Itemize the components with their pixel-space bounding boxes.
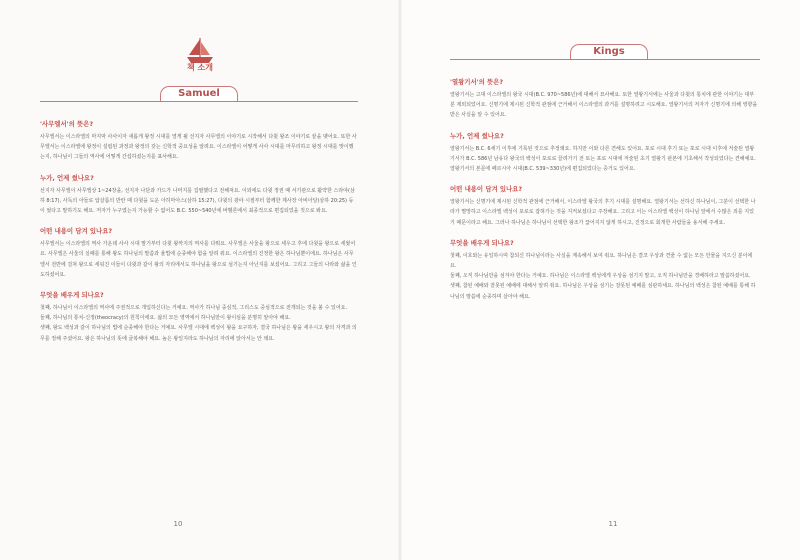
paragraph: 둘째, 오직 하나님만을 섬겨야 한다는 거예요. 하나님은 이스라엘 백성에게 우상을 섬기지 말고, 오직 하나님만을 경배하라고 말씀하셨어요. [450, 273, 751, 280]
section-heading: 어떤 내용이 담겨 있나요? [450, 185, 523, 194]
section-heading: '열왕기서'의 뜻은? [450, 78, 504, 86]
paragraph: 셋째, 왕도 백성과 같이 하나님의 법에 순종해야 한다는 거예요. 사무엘 시대에 백성이 왕을 요구하자, 결국 하나님은 왕을 세우시고 왕의 자격과 의무를 정해 주셨어요. 왕은 하나님의 뜻에 굴복해야 해요. 높은 왕일지라도 하나님의 자리에 앉아서는 안 돼요. [40, 325, 357, 342]
section-author [450, 132, 758, 175]
paragraph: 둘째, 하나님의 통치-신정(theocracy)의 원칙이에요. 삶의 모든 영역에서 하나님만이 왕이심을 분명히 알아야 해요. [40, 315, 291, 322]
paragraph: 첫째, 하나님이 이스라엘의 역사에 주권적으로 개입하신다는 거예요. 역사가 하나님 중심적, 그리스도 중심적으로 전개되는 것을 볼 수 있어요. [40, 305, 348, 312]
paragraph: 열왕기서는 신명기에 제시된 신학적 관점에 근거해서, 이스라엘 왕국의 후기 시대를 설명해요. 열왕기서는 선하신 하나님이, 그분이 선택한 나라가 멸망하고 이스라엘 백성이 포로로 잡혀가는 것을 지켜보셨다고 주장해요. 그리고 이는 이스라엘 백성이 하나님 앞에서 수많은 죄를 지었기 때문이라고 해요. 그러나 하나님은 하나님이 선택한 왕조가 끊어지지 않게 하시고, 진정으로 회개한 사람들을 용서해 주세요. [450, 199, 756, 226]
section-heading: 누가, 언제 썼나요? [450, 131, 504, 140]
section-lessons [40, 291, 358, 344]
title-rule [450, 59, 760, 60]
page-number: 11 [608, 520, 618, 528]
page-number: 10 [173, 520, 183, 528]
section-contents [40, 227, 358, 280]
paragraph: 사무엘서는 이스라엘의 마지막 사사이자 새롭게 왕정 시대를 열게 될 선지자 사무엘의 이야기로 시작해서 다윗 왕조 이야기로 끝을 맺어요. 또한 사무엘서는 이스라엘에 왕정이 설립된 과정과 왕정의 갖는 신학적 중요성을 알려요. 이스라엘이 어떻게 사사 시대를 마무리하고 왕정 시대를 맞이했는지, 하나님이 그들의 역사에 어떻게 간섭하셨는지를 표사해요. [40, 134, 357, 161]
section-heading: 어떤 내용이 담겨 있나요? [40, 227, 113, 236]
section-heading: '사무엘서'의 뜻은? [40, 120, 94, 128]
title-rule [40, 101, 358, 102]
section-heading: 누가, 언제 썼나요? [40, 173, 94, 182]
paragraph: 열왕기서는 고대 이스라엘의 왕국 시대(B.C. 970~586년)에 대해서 묘사해요. 또한 열왕기서에는 사울과 다윗의 통치에 관한 이야기는 대부분 제외되었어요. 신명기에 제시된 신학적 관점에 근거해서 이스라엘의 과거를 설명하려고 시도해요. 열왕기서의 저자가 신명기에 의해 영향을 받은 사실을 알 수 있어요. [450, 92, 758, 119]
paragraph: 셋째, 참된 예배와 잘못된 예배에 대해서 알려 줘요. 하나님은 우상을 섬기는 잘못된 예배를 심판하세요. 하나님의 백성은 참된 예배를 통해 하나님의 말씀에 순종하며 살아야 해요. [450, 283, 756, 300]
section-lessons [450, 239, 758, 302]
left-content [40, 120, 358, 355]
paragraph: 사무엘서는 이스라엘의 역사 가운데 사사 시대 말기부터 다윗 왕까지의 역사를 다뤄요. 사무엘은 사울을 왕으로 세우고 후에 다윗을 왕으로 세웠어요. 사무엘은 사울의 실패를 통해 왕도 하나님의 말씀과 율법에 순종해야 함을 알려 줘요. 이스라엘의 진정한 왕은 하나님뿐이에요. 하나님은 사무엘서 전반에 걸쳐 왕으로 세워진 이들이 다윗과 같이 왕의 자리에서도 하나님을 왕으로 섬기는지 아닌지를 보셨어요. 그리고 그들의 나라와 삶을 인도하셨어요. [40, 241, 357, 278]
section-meaning [450, 78, 758, 121]
book-gutter [398, 0, 402, 560]
section-heading: 무엇을 배우게 되나요? [450, 238, 514, 247]
right-content [450, 78, 758, 313]
section-contents [450, 185, 758, 228]
section-meaning [40, 120, 358, 163]
paragraph: 첫째, 이호와는 유일하시며 참되신 하나님이라는 사실을 계속해서 보여 줘요. 하나님은 결코 우상과 견줄 수 없는 모든 만물을 지으신 분이에요. [450, 252, 753, 270]
book-title-tab: Kings [570, 44, 648, 60]
right-page [400, 0, 800, 560]
intro-label: 책 소개 [187, 63, 213, 72]
paragraph: 선지자 사무엘이 사무엘상 1~24장을, 선지자 나단과 가드가 나머지를 집필했다고 전해져요. 이외에도 다윗 정권 때 서기관으로 활약한 스라야(삼하 8:17), 사독의 아들로 압살롬의 반란 때 다윗을 도운 아히마아스(삼하 15:27), 다윗의 광야 시절부터 함께한 제사장 아비아달(삼하 20:25) 등이 썼다고 말하기도 해요. 저자가 누구였는지 가능할 수 없어도 B.C. 550~540년에 바벨론에서 최종적으로 편집되었을 것으로 봐요. [40, 187, 355, 215]
paragraph: 열왕기서는 B.C. 6세기 이후에 기록된 것으로 추정돼요. 하지만 이와 다른 견해도 있어요. 포로 시대 후기 또는 포로 시대 이후에 저술된 열왕기서가 B.C. 586년 남유다 왕국의 백성이 포로로 끌려가기 전 또는 포로 시대에 저술된 초기 열왕기 판본에 기초해서 작성되었다는 견해예요. 열왕기서의 본문에 페르시아 시대(B.C. 539~330년)에 편집되었다는 증거도 있어요. [450, 145, 756, 173]
book-title-tab: Samuel [160, 86, 238, 102]
section-heading: 무엇을 배우게 되나요? [40, 291, 104, 300]
section-author [40, 174, 358, 217]
